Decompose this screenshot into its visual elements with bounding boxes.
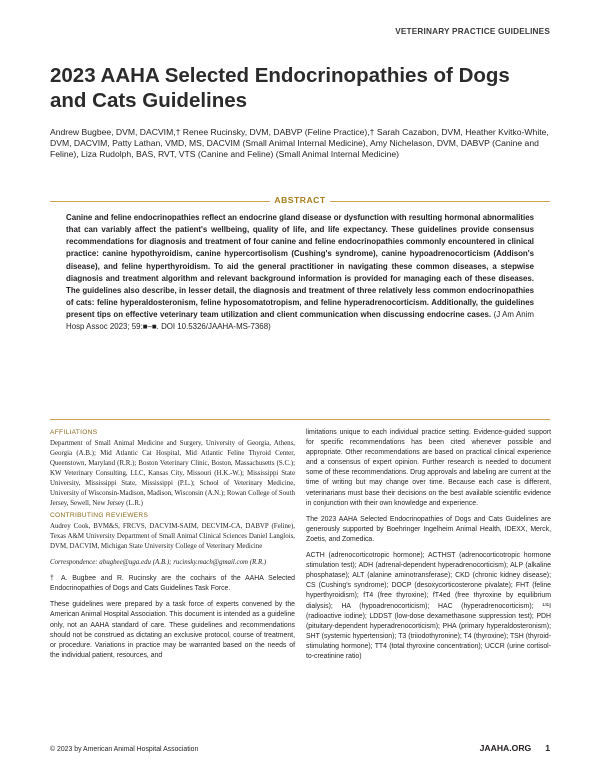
disclaimer-continued: limitations unique to each individual practice setting. Evidence-guided support for specific recommendations has been cited whenever possible and appropriate. Other recommendations are based on practical clinical experience and a consensus of expert opinion. Further research is needed to document some of these recommendations. Drug approvals and labeling are current at the time of writing but may change over time. Because each case is different, veterinarians must base their decisions on the best available scientific evidence in conjunction with their own knowledge and experience. <box>306 429 551 507</box>
affiliations-text: Department of Small Animal Medicine and Surgery, University of Georgia, Athens, Georgia (A.B.); Mid Atlantic Cat Hospital, Mid Atlantic Feline Thyroid Center, Queenstown, Maryland (R.R.); Boston Veterinary Clinic, Boston, Massachusetts (S.C.); KW Veterinary Consulting, LLC, Kansas City, Missouri (H.K.-W.); Mississippi State University, Mississippi State, Mississippi (P.L.); School of Veterinary Medicine, University of Wisconsin-Madison, Madison, Wisconsin (A.N.); Rowan College of South Jersey, Sewell, New Jersey (L.R.) <box>50 440 295 508</box>
affiliations-heading: AFFILIATIONS <box>50 429 98 436</box>
page-number: 1 <box>545 743 550 753</box>
abstract-text: Canine and feline endocrinopathies reflect an endocrine gland disease or dysfunction with resulting hormonal abnormalities that can variably affect the patient's wellbeing, quality of life, and life expectancy. These guidelines provide consensus recommendations for diagnosis and treatment of four canine and feline endocrinopathies commonly encountered in clinical practice: canine hypothyroidism, canine hypercortisolism (Cushing's syndrome), canine hypoadrenocorticism (Addison's disease), and feline hyperthyroidism. To aid the general practitioner in navigating these common diseases, a stepwise diagnosis and treatment algorithm and relevant background information is provided for managing each of these diseases. The guidelines also describe, in lesser detail, the diagnosis and treatment of three relatively less common endocrinopathies of cats: feline hyperaldosteronism, feline hyposomatotropism, and feline hyperadrenocorticism. Additionally, the guidelines present tips on effective veterinary team utilization and client communication when discussing endocrine cases. <box>66 213 534 320</box>
abbreviations-list: ACTH (adrenocorticotropic hormone); ACTHST (adrenocorticotropic hormone stimulation test); ADH (adrenal-dependent hyperadrenocorticism); ALP (alkaline phosphatase); ALT (alanine aminotransferase); CKD (chronic kidney disease); CS (Cushing's syndrome); DOCP (desoxycorticosterone pivalate); FHT (feline hyperthyroidism); fT4 (free thyroxine); fT4ed (free thyroxine by equilibrium dialysis); HA (hypoadrenocorticism); HAC (hyperadrenocorticism); ¹³¹I (radioactive iodine); LDDST (low-dose dexamethasone suppression test); PDH (pituitary-dependent hyperadrenocorticism); PHA (primary hyperaldosteronism); SHT (systemic hypertension); T3 (triiodothyronine); T4 (thyroxine); TSH (thyroid-stimulating hormone); TT4 (total thyroxine concentration); UCCR (urine cortisol-to-creatinine ratio) <box>306 552 551 660</box>
abstract-citation: (J Am Anim Hosp Assoc 2023; 59:■–■. DOI 10.5326/JAAHA-MS-7368) <box>66 310 534 332</box>
journal-section-label: VETERINARY PRACTICE GUIDELINES <box>395 27 550 36</box>
abstract-body <box>66 212 534 334</box>
cochair-footnote: † A. Bugbee and R. Rucinsky are the cochairs of the AAHA Selected Endocrinopathies of Dogs and Cats Guidelines Task Force. <box>50 575 295 593</box>
disclaimer-paragraph: These guidelines were prepared by a task force of experts convened by the American Animal Hospital Association. This document is intended as a guideline only, not an AAHA standard of care. These guidelines and recommendations should not be construed as dictating an exclusive protocol, course of treatment, or procedure. Variations in practice may be warranted based on the needs of the individual patient, resources, and <box>50 601 295 659</box>
copyright-notice: © 2023 by American Animal Hospital Association <box>50 746 199 753</box>
footer-journal <box>480 743 550 753</box>
journal-site-link[interactable]: JAAHA.ORG <box>479 743 532 753</box>
right-column <box>306 428 551 662</box>
author-list: Andrew Bugbee, DVM, DACVIM,† Renee Rucinsky, DVM, DABVP (Feline Practice),† Sarah Cazabon, DVM, Heather Kvitko-White, DVM, DACVIM, Patty Lathan, VMD, MS, DACVIM (Small Animal Internal Medicine), Amy Nichelason, DVM, DABVP (Canine and Feline), Liza Rudolph, BAS, RVT, VTS (Canine and Feline) (Small Animal Internal Medicine) <box>50 127 549 160</box>
abstract-rule-right <box>330 201 550 202</box>
abstract-heading-bar <box>50 195 550 207</box>
reviewers-heading: CONTRIBUTING REVIEWERS <box>50 512 149 520</box>
left-column <box>50 428 295 661</box>
correspondence-line: Correspondence: abugbee@uga.edu (A.B.); rucinsky.mach@gmail.com (R.R.) <box>50 559 267 567</box>
abstract-heading: ABSTRACT <box>274 195 326 205</box>
section-divider <box>50 419 550 420</box>
reviewers-text: Audrey Cook, BVM&S, FRCVS, DACVIM-SAIM, DECVIM-CA, DABVP (Feline), Texas A&M University Department of Small Animal Clinical Sciences Daniel Langlois, DVM, DACVIM, Michigan State University College of Veterinary Medicine <box>50 523 295 551</box>
article-title: 2023 AAHA Selected Endocrinopathies of Dogs and Cats Guidelines <box>50 64 510 112</box>
sponsor-statement: The 2023 AAHA Selected Endocrinopathies of Dogs and Cats Guidelines are generously supported by Boehringer Ingelheim Animal Health, IDEXX, Merck, Zoetis, and Zomedica. <box>306 515 551 543</box>
